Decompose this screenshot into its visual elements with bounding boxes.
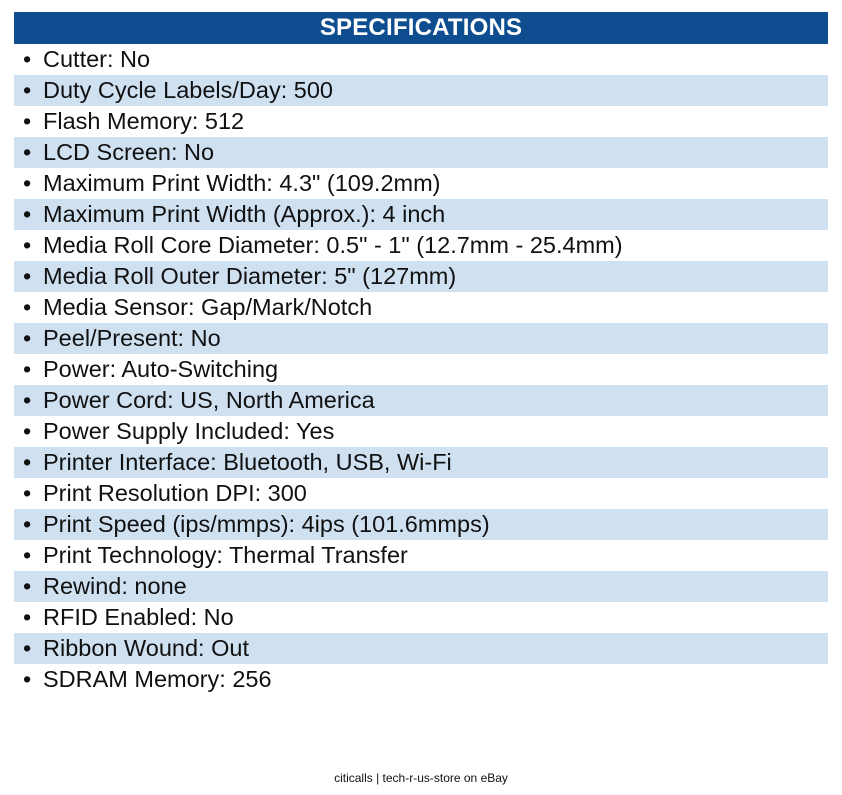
bullet: •	[23, 232, 32, 258]
spec-text: Cutter: No	[43, 46, 151, 72]
spec-item-ribbon-wound	[14, 633, 828, 664]
spec-item-cutter	[14, 44, 828, 75]
bullet: •	[23, 356, 32, 382]
spec-text: Print Speed (ips/mmps): 4ips (101.6mmps)	[43, 511, 490, 537]
spec-item-peel-present	[14, 323, 828, 354]
bullet: •	[23, 542, 32, 568]
spec-text: Power Supply Included: Yes	[43, 418, 335, 444]
bullet: •	[23, 573, 32, 599]
bullet: •	[23, 77, 32, 103]
spec-item-printer-interface	[14, 447, 828, 478]
spec-text: Duty Cycle Labels/Day: 500	[43, 77, 333, 103]
spec-item-duty-cycle	[14, 75, 828, 106]
spec-item-print-resolution	[14, 478, 828, 509]
spec-text: Maximum Print Width (Approx.): 4 inch	[43, 201, 446, 227]
spec-item-roll-core-diameter	[14, 230, 828, 261]
bullet: •	[23, 635, 32, 661]
spec-item-power	[14, 354, 828, 385]
spec-item-flash-memory	[14, 106, 828, 137]
spec-item-lcd-screen	[14, 137, 828, 168]
spec-text: Flash Memory: 512	[43, 108, 245, 134]
bullet: •	[23, 139, 32, 165]
spec-text: Ribbon Wound: Out	[43, 635, 249, 661]
bullet: •	[23, 325, 32, 351]
spec-text: RFID Enabled: No	[43, 604, 234, 630]
bullet: •	[23, 263, 32, 289]
spec-text: Print Technology: Thermal Transfer	[43, 542, 408, 568]
spec-item-power-cord	[14, 385, 828, 416]
spec-list	[14, 44, 828, 695]
spec-item-media-sensor	[14, 292, 828, 323]
footer-credit: citicalls | tech-r-us-store on eBay	[334, 771, 508, 785]
bullet: •	[23, 387, 32, 413]
bullet: •	[23, 418, 32, 444]
bullet: •	[23, 108, 32, 134]
specifications-header: SPECIFICATIONS	[14, 12, 828, 44]
bullet: •	[23, 201, 32, 227]
bullet: •	[23, 46, 32, 72]
spec-text: Power Cord: US, North America	[43, 387, 375, 413]
spec-text: LCD Screen: No	[43, 139, 215, 165]
spec-text: Printer Interface: Bluetooth, USB, Wi-Fi	[43, 449, 452, 475]
spec-item-print-technology	[14, 540, 828, 571]
spec-text: Rewind: none	[43, 573, 187, 599]
spec-text: Media Roll Outer Diameter: 5" (127mm)	[43, 263, 457, 289]
bullet: •	[23, 294, 32, 320]
spec-item-sdram-memory	[14, 664, 828, 695]
bullet: •	[23, 604, 32, 630]
bullet: •	[23, 666, 32, 692]
spec-item-rewind	[14, 571, 828, 602]
spec-text: Media Sensor: Gap/Mark/Notch	[43, 294, 373, 320]
spec-item-max-print-width	[14, 168, 828, 199]
bullet: •	[23, 511, 32, 537]
spec-text: Power: Auto-Switching	[43, 356, 279, 382]
spec-item-roll-outer-diameter	[14, 261, 828, 292]
bullet: •	[23, 449, 32, 475]
spec-item-power-supply	[14, 416, 828, 447]
spec-text: Maximum Print Width: 4.3" (109.2mm)	[43, 170, 441, 196]
bullet: •	[23, 480, 32, 506]
spec-text: SDRAM Memory: 256	[43, 666, 272, 692]
spec-text: Print Resolution DPI: 300	[43, 480, 307, 506]
specifications-panel	[14, 12, 828, 695]
spec-item-print-speed	[14, 509, 828, 540]
bullet: •	[23, 170, 32, 196]
spec-item-rfid-enabled	[14, 602, 828, 633]
spec-text: Peel/Present: No	[43, 325, 221, 351]
spec-text: Media Roll Core Diameter: 0.5" - 1" (12.7mm - 25.4mm)	[43, 232, 623, 258]
spec-item-max-print-width-approx	[14, 199, 828, 230]
